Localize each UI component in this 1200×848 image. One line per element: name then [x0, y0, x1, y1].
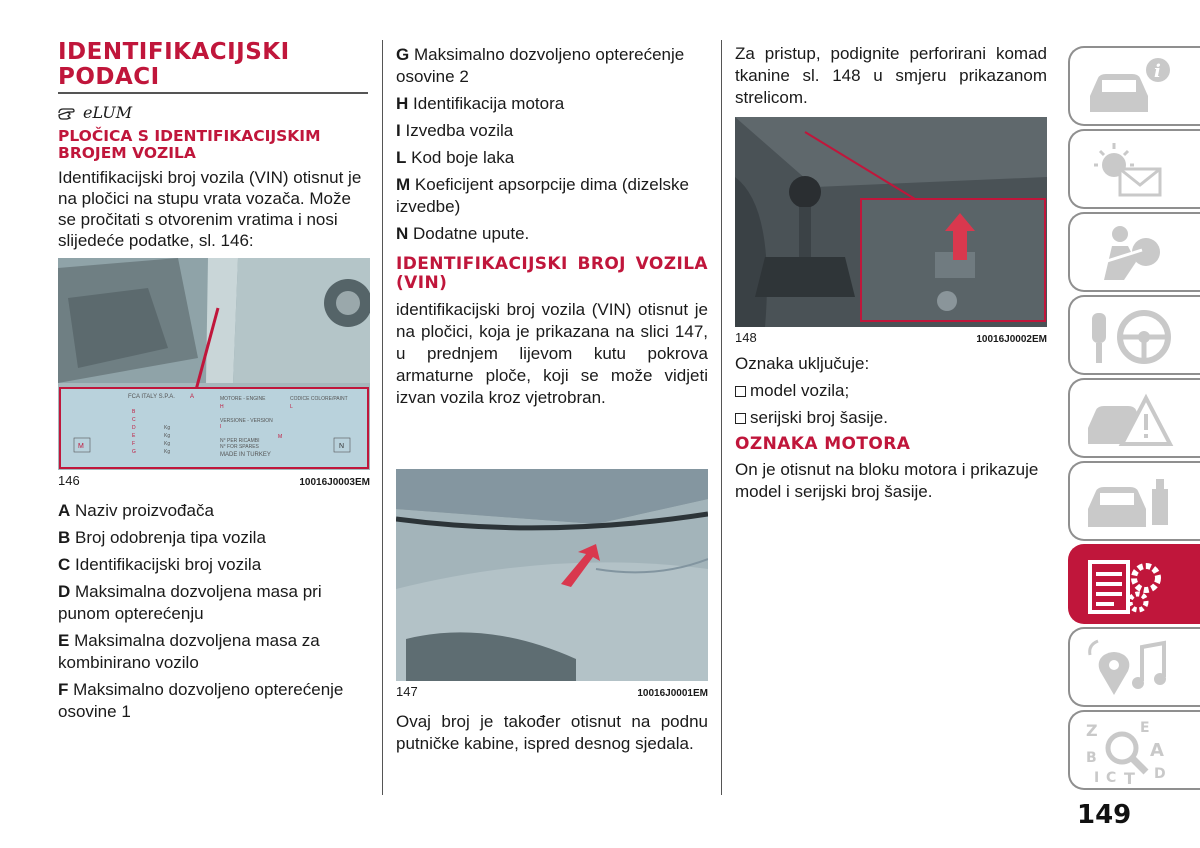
legend-item: I Izvedba vozila: [396, 121, 514, 140]
tab-starting-driving[interactable]: [1068, 295, 1200, 375]
tab-technical-data[interactable]: [1068, 544, 1200, 624]
section-title-vin: IDENTIFIKACIJSKI BROJ VOZILA (VIN): [396, 254, 708, 293]
tab-maintenance[interactable]: [1068, 461, 1200, 541]
tab-warning-lights[interactable]: [1068, 129, 1200, 209]
svg-text:B: B: [132, 409, 136, 415]
car-info-icon: [1084, 56, 1184, 120]
plate-made-in: MADE IN TURKEY: [220, 452, 271, 458]
svg-text:E: E: [1140, 720, 1150, 736]
caption-146: [58, 474, 370, 488]
tab-car-info[interactable]: [1068, 46, 1200, 126]
title-rule: [58, 92, 368, 94]
vin-paragraph: identifikacijski broj vozila (VIN) otisnut je na pločici, koja je prikazana na slici 147, u prednjem lijevom kutu pokrova armaturne ploče, koji se može vidjeti izvan vozila kroz vjetrobran.: [396, 300, 708, 407]
plate-maker: FCA ITALY S.P.A.: [128, 394, 175, 400]
section-title-engine: OZNAKA MOTORA: [735, 434, 911, 454]
floor-vin-photo: [735, 117, 1047, 327]
pointing-hand-icon: [58, 103, 82, 121]
car-maintenance-icon: [1084, 471, 1184, 535]
figure-code: 10016J0001EM: [637, 688, 708, 699]
caption-147: [396, 685, 708, 699]
svg-text:H: H: [220, 404, 224, 410]
intro-paragraph: Identifikacijski broj vozila (VIN) otisnut je na pločici na stupu vrata vozača. Može se pročitati s otvorenim vratima i nosi slijedeće podatke, sl. 146:: [58, 168, 362, 250]
legend-item: A Naziv proizvođača: [58, 501, 214, 520]
svg-text:D: D: [1154, 766, 1166, 782]
plate-spares-2: N° FOR SPARES: [220, 444, 259, 450]
figure-number: 148: [735, 330, 757, 345]
svg-text:M: M: [278, 434, 283, 440]
technical-data-icon: [1084, 554, 1184, 618]
column-2: [396, 44, 708, 755]
plate-paint: CODICE COLORE/PAINT: [290, 396, 348, 402]
column-divider: [382, 40, 383, 795]
plate-spares-1: N° PER RICAMBI: [220, 438, 260, 444]
includes-label: Oznaka uključuje:: [735, 354, 870, 373]
figure-code: 10016J0002EM: [976, 334, 1047, 345]
plate-engine: MOTORE - ENGINE: [220, 396, 266, 402]
warning-lights-messages-icon: [1084, 139, 1184, 203]
plate-legend-list-2: [396, 44, 708, 245]
svg-text:I: I: [1094, 770, 1100, 784]
page-number: 149: [1077, 800, 1132, 830]
checkbox-bullet-icon: [735, 386, 746, 397]
multimedia-icon: [1084, 637, 1184, 701]
page-title: IDENTIFIKACIJSKI PODACI: [58, 39, 290, 90]
svg-text:L: L: [290, 404, 293, 410]
legend-item: C Identifikacijski broj vozila: [58, 555, 262, 574]
figure-147: [396, 469, 708, 681]
legend-item: B Broj odobrenja tipa vozila: [58, 528, 266, 547]
legend-item: G Maksimalno dozvoljeno opterećenje osovine 2: [396, 45, 685, 86]
svg-text:D: D: [132, 425, 136, 431]
tab-emergency[interactable]: [1068, 378, 1200, 458]
figure-number: 146: [58, 473, 80, 488]
index-icon: [1084, 720, 1184, 784]
svg-text:Kg: Kg: [164, 449, 171, 455]
svg-text:Kg: Kg: [164, 433, 171, 439]
elum-label: eLUM: [83, 102, 133, 122]
legend-item: H Identifikacija motora: [396, 94, 565, 113]
svg-text:T: T: [1124, 769, 1135, 784]
door-pillar-photo: [58, 258, 370, 470]
svg-text:Z: Z: [1086, 721, 1098, 740]
section-title-vin-plate: PLOČICA S IDENTIFIKACIJSKIM BROJEM VOZILA: [58, 127, 321, 162]
bullet-item: serijski broj šasije.: [735, 407, 1047, 429]
svg-text:G: G: [132, 449, 136, 455]
figure-code: 10016J0003EM: [299, 477, 370, 488]
engine-paragraph: On je otisnut na bloku motora i prikazuje model i serijski broj šasije.: [735, 460, 1039, 501]
figure-148: [735, 117, 1047, 327]
svg-text:I: I: [220, 424, 222, 430]
legend-item: L Kod boje laka: [396, 148, 515, 167]
column-1: [58, 40, 370, 728]
floor-paragraph: Ovaj broj je također otisnut na podnu putničke kabine, ispred desnog sjedala.: [396, 712, 708, 753]
svg-text:A: A: [1150, 740, 1164, 761]
access-paragraph: Za pristup, podignite perforirani komad tkanine sl. 148 u smjeru prikazanom strelicom.: [735, 44, 1047, 107]
svg-text:C: C: [1106, 770, 1117, 784]
key-steering-wheel-icon: [1084, 305, 1184, 369]
svg-text:C: C: [132, 417, 136, 423]
plate-m-box: M: [78, 443, 84, 450]
figure-number: 147: [396, 684, 418, 699]
checkbox-bullet-icon: [735, 413, 746, 424]
tab-multimedia[interactable]: [1068, 627, 1200, 707]
svg-text:Kg: Kg: [164, 425, 171, 431]
plate-legend-list-1: [58, 500, 370, 723]
plate-version: VERSIONE - VERSION: [220, 418, 273, 424]
column-3: [735, 43, 1047, 503]
tab-safety[interactable]: [1068, 212, 1200, 292]
svg-text:B: B: [1086, 750, 1097, 766]
airbag-safety-icon: [1084, 222, 1184, 286]
legend-item: E Maksimalna dozvoljena masa za kombinirano vozilo: [58, 631, 320, 672]
elum-symbol: [58, 100, 370, 124]
tab-index[interactable]: [1068, 710, 1200, 790]
legend-item: N Dodatne upute.: [396, 224, 530, 243]
column-divider: [721, 40, 722, 795]
svg-text:Kg: Kg: [164, 441, 171, 447]
emergency-car-icon: [1084, 388, 1184, 452]
svg-text:A: A: [190, 394, 195, 400]
legend-item: D Maksimalna dozvoljena masa pri punom opterećenju: [58, 582, 322, 623]
svg-text:F: F: [132, 441, 136, 447]
legend-item: M Koeficijent apsorpcije dima (dizelske izvedbe): [396, 175, 689, 216]
bullet-item: model vozila;: [735, 380, 1047, 402]
windshield-vin-photo: [396, 469, 708, 681]
figure-146: [58, 258, 370, 470]
caption-148: [735, 331, 1047, 345]
legend-item: F Maksimalno dozvoljeno opterećenje osovine 1: [58, 680, 344, 721]
svg-text:i: i: [1154, 61, 1161, 82]
plate-n-box: N: [339, 443, 345, 450]
svg-text:E: E: [132, 433, 136, 439]
